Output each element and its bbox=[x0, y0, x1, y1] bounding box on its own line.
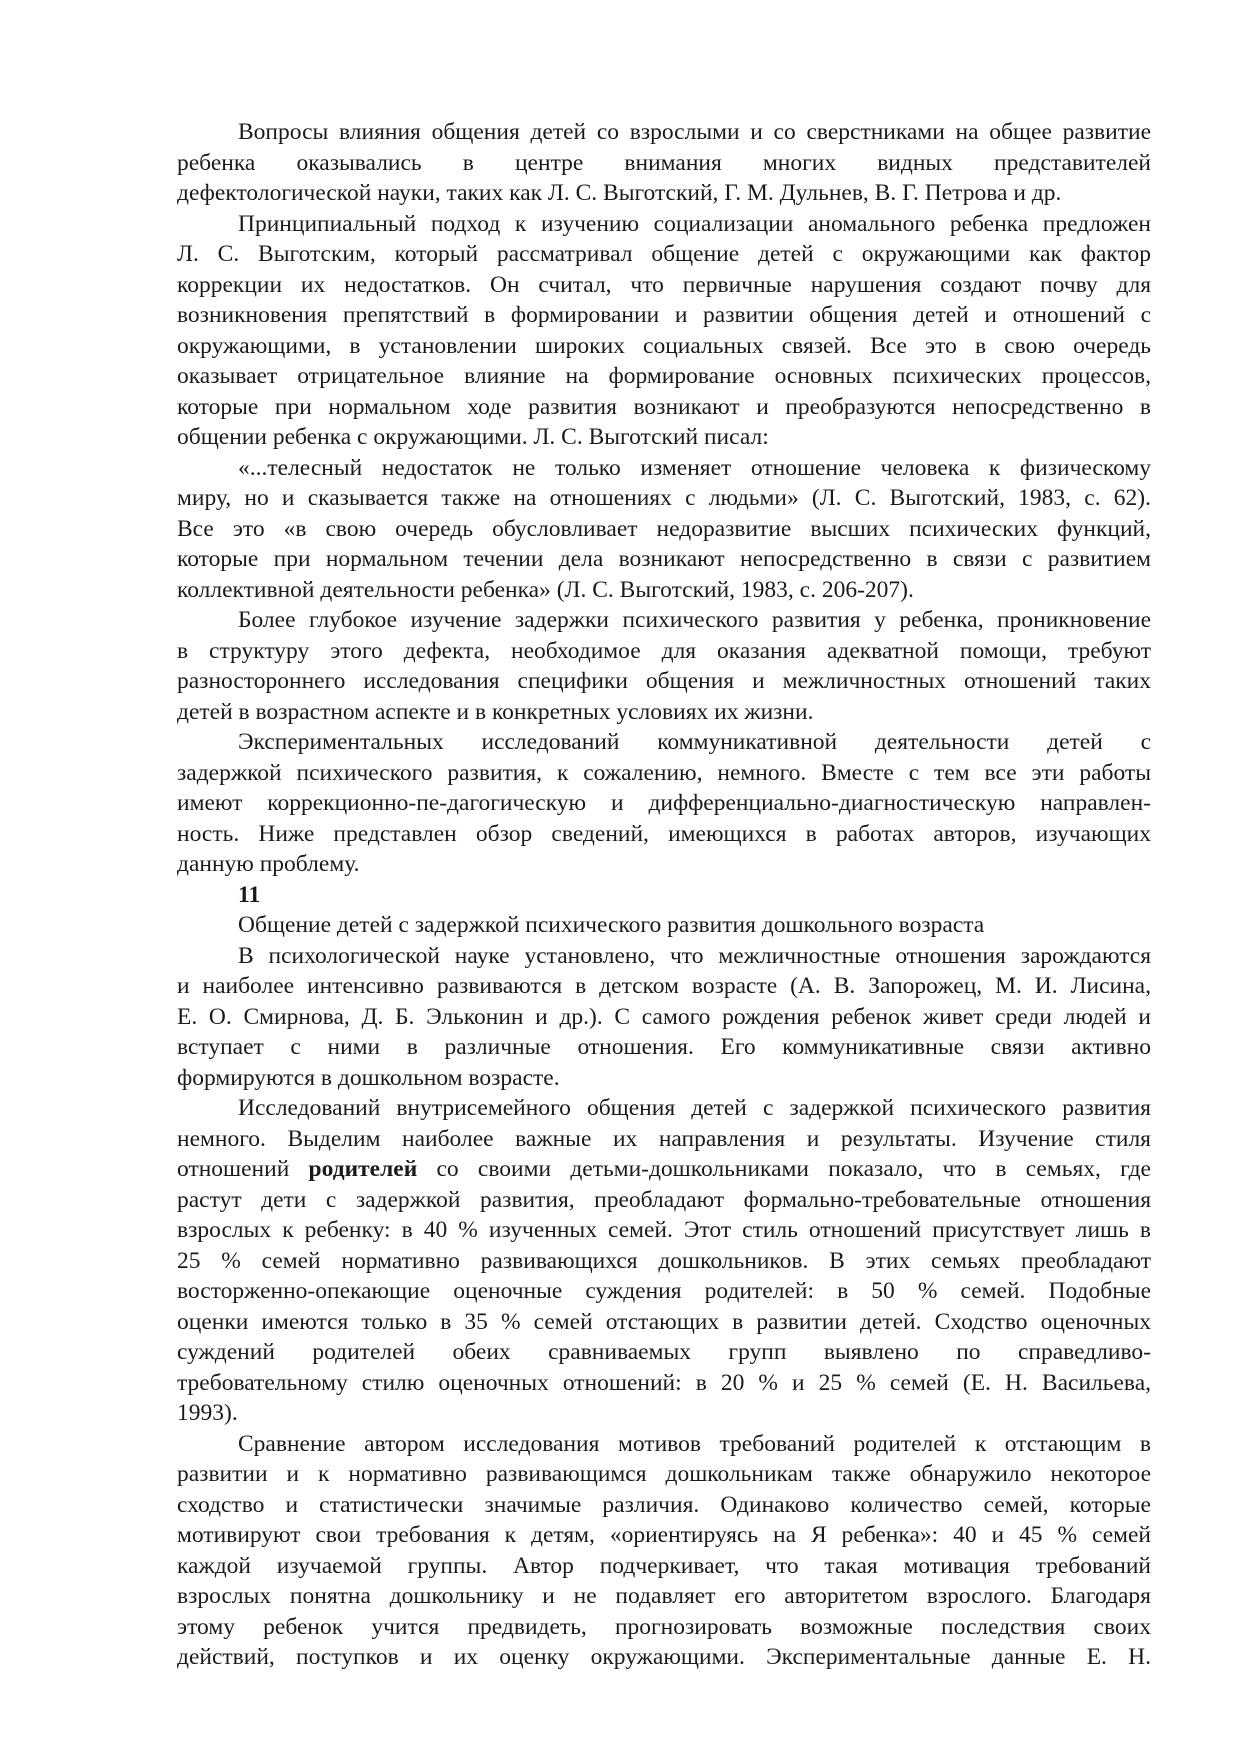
text-line: дефектологической науки, таких как Л. С. Выготский, Г. М. Дульнев, В. Г. Петрова и др. bbox=[177, 180, 1062, 206]
paragraph bbox=[177, 1429, 1151, 1673]
text-line: окружающими, в установлении широких социальных связей. Все это в свою очередь bbox=[177, 332, 1151, 359]
document-page bbox=[177, 117, 1151, 1673]
text-line: ность. Ниже представлен обзор сведений, имеющихся в работах авторов, изучающих bbox=[177, 820, 1151, 847]
paragraph bbox=[177, 605, 1151, 727]
text-line: ребенка оказывались в центре внимания многих видных представителей bbox=[177, 149, 1151, 176]
text-line: Экспериментальных исследований коммуникативной деятельности детей с bbox=[238, 729, 1151, 755]
text-line bbox=[177, 880, 1151, 911]
text-segment: отношений bbox=[177, 1156, 309, 1182]
section-heading bbox=[177, 910, 1151, 941]
paragraph bbox=[177, 453, 1151, 606]
text-line: коллективной деятельности ребенка» (Л. С. Выготский, 1983, с. 206-207). bbox=[177, 576, 914, 603]
text-line: «...телесный недостаток не только изменяет отношение человека к физическому bbox=[238, 454, 1151, 481]
text-line: в структуру этого дефекта, необходимое для оказания адекватной помощи, требуют bbox=[177, 637, 1151, 664]
paragraph bbox=[177, 209, 1151, 453]
text-line: Принципиальный подход к изучению социализации аномального ребенка предложен bbox=[238, 210, 1151, 237]
text-line: Сравнение автором исследования мотивов требований родителей к отстающим в bbox=[238, 1430, 1151, 1457]
text-line: суждений родителей обеих сравниваемых групп выявлено по справедливо- bbox=[177, 1339, 1151, 1365]
text-line: миру, но и сказывается также на отношениях с людьми» (Л. С. Выготский, 1983, с. 62). bbox=[177, 485, 1151, 511]
text-line: действий, поступков и их оценку окружающими. Экспериментальные данные Е. Н. bbox=[177, 1644, 1151, 1670]
text-line: Исследований внутрисемейного общения детей с задержкой психического развития bbox=[238, 1095, 1151, 1121]
text-line: немного. Выделим наиболее важные их направления и результаты. Изучение стиля bbox=[177, 1125, 1151, 1152]
text-line: которые при нормальном ходе развития возникают и преобразуются непосредственно в bbox=[177, 393, 1151, 420]
text-line: данную проблему. bbox=[177, 851, 360, 877]
text-line: которые при нормальном течении дела возникают непосредственно в связи с развитием bbox=[177, 546, 1151, 572]
text-line: возникновения препятствий в формировании и развитии общения детей и отношений с bbox=[177, 302, 1151, 328]
text-line: разностороннего исследования специфики общения и межличностных отношений таких bbox=[177, 668, 1151, 694]
paragraph bbox=[177, 1093, 1151, 1429]
text-line: имеют коррекционно-пе-дагогическую и дифференциально-диагностическую направлен- bbox=[177, 790, 1151, 816]
text-line: Более глубокое изучение задержки психического развития у ребенка, проникновение bbox=[238, 607, 1151, 633]
text-line: растут дети с задержкой развития, преобладают формально-требовательные отношения bbox=[177, 1186, 1151, 1213]
text-line: формируются в дошкольном возрасте. bbox=[177, 1064, 560, 1091]
text-line: восторженно-опекающие оценочные суждения родителей: в 50 % семей. Подобные bbox=[177, 1278, 1151, 1304]
paragraph bbox=[177, 941, 1151, 1094]
text-line: В психологической науке установлено, что межличностные отношения зарождаются bbox=[238, 942, 1151, 969]
paragraph bbox=[177, 117, 1151, 209]
text-line: общении ребенка с окружающими. Л. С. Выготский писал: bbox=[177, 424, 769, 450]
text-line: каждой изучаемой группы. Автор подчеркивает, что такая мотивация требований bbox=[177, 1552, 1151, 1579]
text-line bbox=[177, 1154, 1151, 1185]
text-line: мотивируют свои требования к детям, «ориентируясь на Я ребенка»: 40 и 45 % семей bbox=[177, 1522, 1151, 1548]
text-segment: со своими детьми-дошкольниками показало, что в семьях, где bbox=[417, 1156, 1151, 1182]
text-line: Е. О. Смирнова, Д. Б. Эльконин и др.). С самого рождения ребенок живет среди людей и bbox=[177, 1003, 1151, 1030]
text-line: детей в возрастном аспекте и в конкретных условиях их жизни. bbox=[177, 698, 814, 725]
text-line: взрослых к ребенку: в 40 % изученных семей. Этот стиль отношений присутствует лишь в bbox=[177, 1217, 1151, 1243]
paragraph bbox=[177, 727, 1151, 880]
text-line: 25 % семей нормативно развивающихся дошкольников. В этих семьях преобладают bbox=[177, 1247, 1151, 1274]
bold-term: родителей bbox=[308, 1156, 418, 1182]
text-line: коррекции их недостатков. Он считал, что первичные нарушения создают почву для bbox=[177, 271, 1151, 298]
text-line: оказывает отрицательное влияние на формирование основных психических процессов, bbox=[177, 363, 1151, 389]
section-number bbox=[177, 880, 1151, 911]
text-line: требовательному стилю оценочных отношений: в 20 % и 25 % семей (Е. Н. Васильева, bbox=[177, 1369, 1151, 1396]
text-line: и наиболее интенсивно развиваются в детском возрасте (А. В. Запорожец, М. И. Лисина, bbox=[177, 973, 1151, 999]
text-line: этому ребенок учится предвидеть, прогнозировать возможные последствия своих bbox=[177, 1613, 1151, 1640]
text-line: Л. С. Выготским, который рассматривал общение детей с окружающими как фактор bbox=[177, 241, 1151, 267]
text-line: сходство и статистически значимые различия. Одинаково количество семей, которые bbox=[177, 1491, 1151, 1518]
text-line: задержкой психического развития, к сожалению, немного. Вместе с тем все эти работы bbox=[177, 759, 1151, 786]
text-line: вступает с ними в различные отношения. Его коммуникативные связи активно bbox=[177, 1034, 1151, 1060]
text-line: Общение детей с задержкой психического развития дошкольного возраста bbox=[238, 912, 985, 938]
text-line: взрослых понятна дошкольнику и не подавляет его авторитетом взрослого. Благодаря bbox=[177, 1583, 1151, 1609]
text-line: 1993). bbox=[177, 1400, 238, 1426]
text-line: Вопросы влияния общения детей со взрослыми и со сверстниками на общее развитие bbox=[238, 119, 1151, 145]
text-line: Все это «в свою очередь обусловливает недоразвитие высших психических функций, bbox=[177, 515, 1151, 542]
section-number-text: 11 bbox=[238, 881, 261, 908]
text-line: развитии и к нормативно развивающимся дошкольникам также обнаружило некоторое bbox=[177, 1461, 1151, 1487]
text-line: оценки имеются только в 35 % семей отстающих в развитии детей. Сходство оценочных bbox=[177, 1308, 1151, 1335]
